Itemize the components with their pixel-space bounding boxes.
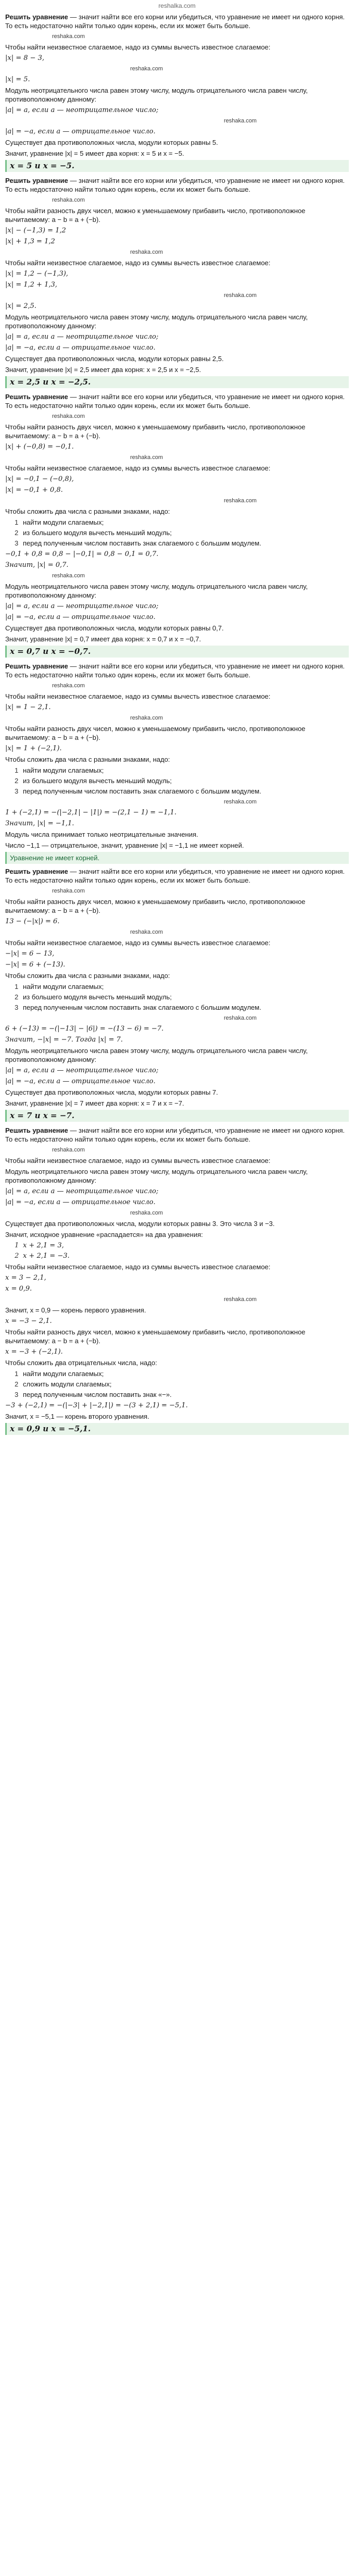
modulus-nonnegative: |a| = a, если a — неотрицательное число; [5, 333, 159, 341]
modulus-negative: |a| = −a, если a — отрицательное число. [5, 1198, 156, 1206]
watermark: reshaka.com [224, 118, 257, 124]
opposite-numbers-note: Существует два противоположных числа, модули которых равны 3. Это числа 3 и −3. [5, 1220, 275, 1228]
modulus-nonnegative: |a| = a, если a — неотрицательное число; [5, 1067, 159, 1074]
first-root-note: Значит, x = 0,9 — корень первого уравнения. [5, 1306, 146, 1314]
equation-step: 1 + (−2,1) = −(|−2,1| − |1|) = −(2,1 − 1) = −1,1. [5, 809, 176, 816]
equation-step: x = −3 + (−2,1). [5, 1348, 63, 1356]
list-item: 2 из большего модуля вычесть меньший модуль; [15, 993, 172, 1001]
solution-part-1 [5, 13, 349, 172]
definition [5, 176, 349, 194]
list-item: 2 из большего модуля вычесть меньший модуль; [15, 777, 172, 785]
rule-difference: Чтобы найти разность двух чисел, можно к уменьшаемому прибавить число, противоположное вычитаемому: a − b = a + (−b). [5, 1328, 306, 1345]
watermark: reshaka.com [224, 799, 257, 805]
rule-subtract-addend: Чтобы найти неизвестное слагаемое, надо из суммы вычесть известное слагаемое: [5, 43, 271, 51]
opposite-numbers-note: Существует два противоположных числа, модули которых равны 0,7. [5, 624, 224, 632]
definition [5, 1126, 349, 1144]
modulus-nonnegative: |a| = a, если a — неотрицательное число; [5, 106, 159, 114]
site-header [0, 0, 354, 11]
conclusion: Значит, уравнение |x| = 7 имеет два корня: x = 7 и x = −7. [5, 1099, 184, 1107]
equation-step: x = 0,9. [5, 1285, 32, 1293]
watermark: reshaka.com [224, 1015, 257, 1021]
equation-step: x = −3 − 2,1. [5, 1317, 52, 1325]
second-root-note: Значит, x = −5,1 — корень второго уравнения. [5, 1413, 149, 1420]
steps-list [5, 518, 349, 548]
modulus-nonnegative: |a| = a, если a — неотрицательное число; [5, 602, 159, 610]
definition-term: Решить уравнение [5, 13, 68, 21]
definition [5, 392, 349, 410]
equation-step: x = 3 − 2,1, [5, 1274, 46, 1282]
equation-step: |x| + (−0,8) = −0,1. [5, 443, 74, 451]
solution-part-4 [5, 662, 349, 864]
opposite-numbers-note: Существует два противоположных числа, модули которых равны 2,5. [5, 355, 224, 363]
equation-step: |x| = 1 + (−2,1). [5, 745, 62, 752]
list-item: 1 найти модули слагаемых; [15, 518, 104, 526]
rule-add-different-signs: Чтобы сложить два числа с разными знаками, надо: [5, 972, 170, 980]
modulus-negative: |a| = −a, если a — отрицательное число. [5, 613, 156, 621]
list-item: 2 x + 2,1 = −3. [15, 1252, 70, 1260]
modulus-negative: |a| = −a, если a — отрицательное число. [5, 128, 156, 135]
rule-add-different-signs: Чтобы сложить два числа с разными знаками, надо: [5, 756, 170, 763]
equation-step: 13 − (−|x|) = 6. [5, 918, 60, 925]
list-item: 1 найти модули слагаемых; [15, 983, 104, 990]
solution-part-2 [5, 176, 349, 388]
steps-list [5, 1369, 349, 1399]
solution-part-6 [5, 1126, 349, 1435]
opposite-numbers-note: Существует два противоположных числа, модули которых равны 7. [5, 1088, 218, 1096]
equation-step: |x| = −0,1 + 0,8. [5, 486, 63, 494]
watermark: reshaka.com [52, 197, 85, 203]
list-item: 2 из большего модуля вычесть меньший модуль; [15, 529, 172, 537]
equation-step: |x| = −0,1 − (−0,8), [5, 475, 74, 483]
definition [5, 13, 349, 30]
answer-box: x = 2,5 и x = −2,5. [5, 376, 349, 388]
list-item: 1 найти модули слагаемых; [15, 766, 104, 774]
rule-subtract-addend: Чтобы найти неизвестное слагаемое, надо из суммы вычесть известное слагаемое: [5, 1157, 271, 1165]
watermark: reshaka.com [130, 454, 163, 461]
conclusion: Значит, уравнение |x| = 5 имеет два корня: x = 5 и x = −5. [5, 150, 184, 157]
equation-step: |x| = 1 − 2,1. [5, 703, 51, 711]
opposite-numbers-note: Существует два противоположных числа, модули которых равны 5. [5, 139, 218, 146]
equation-step: |x| = 1,2 − (−1,3), [5, 270, 68, 278]
watermark: reshaka.com [130, 66, 163, 72]
rule-subtract-addend: Чтобы найти неизвестное слагаемое, надо из суммы вычесть известное слагаемое: [5, 259, 271, 267]
list-item: 3 перед полученным числом поставить знак слагаемого с большим модулем. [15, 1004, 261, 1011]
equations-list [5, 1241, 349, 1260]
equation-step: −0,1 + 0,8 = 0,8 − |−0,1| = 0,8 − 0,1 = 0,7. [5, 550, 159, 558]
list-item: 1 x + 2,1 = 3, [15, 1242, 64, 1249]
watermark: reshaka.com [224, 1296, 257, 1303]
list-item: 3 перед полученным числом поставить знак слагаемого с большим модулем. [15, 539, 261, 547]
equation-step: −|x| = 6 + (−13). [5, 961, 66, 969]
list-item: 1 найти модули слагаемых; [15, 1370, 104, 1378]
rule-difference: Чтобы найти разность двух чисел, можно к уменьшаемому прибавить число, противоположное вычитаемому: a − b = a + (−b). [5, 725, 306, 741]
definition-text: — значит найти все его корни или убедиться, что уравнение не имеет ни одного корня. То есть недостаточно найти только один корень, если их может быть больше. [5, 868, 345, 884]
rule-subtract-addend: Чтобы найти неизвестное слагаемое, надо из суммы вычесть известное слагаемое: [5, 464, 271, 472]
list-item: 3 перед полученным числом поставить знак «−». [15, 1391, 172, 1398]
solution-part-3 [5, 392, 349, 658]
answer-box: Уравнение не имеет корней. [5, 852, 349, 864]
steps-list [5, 982, 349, 1012]
definition-term: Решить уравнение [5, 177, 68, 184]
answer-box: x = 0,9 и x = −5,1. [5, 1423, 349, 1435]
rule-difference: Чтобы найти разность двух чисел, можно к уменьшаемому прибавить число, противоположное вычитаемому: a − b = a + (−b). [5, 898, 306, 914]
rule-subtract-addend: Чтобы найти неизвестное слагаемое, надо из суммы вычесть известное слагаемое: [5, 1263, 271, 1271]
modulus-nonnegative: |a| = a, если a — неотрицательное число; [5, 1187, 159, 1195]
list-item: 3 перед полученным числом поставить знак слагаемого с большим модулем. [15, 787, 261, 795]
conclusion: Число −1,1 — отрицательное, значит, уравнение |x| = −1,1 не имеет корней. [5, 841, 244, 849]
site-domain[interactable]: reshalka.com [158, 2, 196, 9]
rule-add-negatives: Чтобы сложить два отрицательных числа, надо: [5, 1359, 157, 1367]
equation-step: |x| = 1,2 + 1,3, [5, 281, 57, 289]
definition-text: — значит найти все его корни или убедиться, что уравнение не имеет ни одного корня. То есть недостаточно найти только один корень, если их может быть больше. [5, 662, 345, 679]
modulus-nonnegative-note: Модуль числа принимает только неотрицательные значения. [5, 831, 198, 838]
definition-term: Решить уравнение [5, 868, 68, 875]
definition-text: — значит найти все его корни или убедиться, что уравнение не имеет ни одного корня. То есть недостаточно найти только один корень, если их может быть больше. [5, 13, 345, 30]
equation-step: |x| − (−1,3) = 1,2 [5, 227, 66, 234]
definition-term: Решить уравнение [5, 1126, 68, 1134]
watermark: reshaka.com [52, 413, 85, 419]
definition-text: — значит найти все его корни или убедиться, что уравнение не имеет ни одного корня. То есть недостаточно найти только один корень, если их может быть больше. [5, 1126, 345, 1143]
answer-box: x = 5 и x = −5. [5, 160, 349, 172]
rule-subtract-addend: Чтобы найти неизвестное слагаемое, надо из суммы вычесть известное слагаемое: [5, 939, 271, 947]
rule-difference: Чтобы найти разность двух чисел, можно к уменьшаемому прибавить число, противоположное вычитаемому: a − b = a + (−b). [5, 423, 306, 440]
solution-page [0, 11, 354, 1435]
conclusion: Значит, уравнение |x| = 0,7 имеет два корня: x = 0,7 и x = −0,7. [5, 635, 201, 643]
watermark: reshaka.com [130, 249, 163, 255]
equation-step: Значит, −|x| = −7. Тогда |x| = 7. [5, 1036, 123, 1044]
equation-step: |x| = 8 − 3, [5, 54, 45, 62]
equation-step: |x| = 2,5. [5, 302, 37, 310]
watermark: reshaka.com [130, 929, 163, 935]
watermark: reshaka.com [52, 33, 85, 40]
list-item: 2 сложить модули слагаемых; [15, 1380, 112, 1388]
steps-list [5, 766, 349, 796]
equation-step: −|x| = 6 − 13, [5, 950, 55, 958]
watermark: reshaka.com [224, 292, 257, 299]
rule-subtract-addend: Чтобы найти неизвестное слагаемое, надо из суммы вычесть известное слагаемое: [5, 692, 271, 700]
definition [5, 867, 349, 885]
watermark: reshaka.com [52, 888, 85, 894]
rule-add-different-signs: Чтобы сложить два числа с разными знаками, надо: [5, 507, 170, 515]
rule-difference: Чтобы найти разность двух чисел, можно к уменьшаемому прибавить число, противоположное вычитаемому: a − b = a + (−b). [5, 207, 306, 224]
rule-modulus: Модуль неотрицательного числа равен этому числу, модуль отрицательного числа равен числу, противоположному данному: [5, 583, 308, 599]
split-equation-note: Значит, исходное уравнение «распадается» на два уравнения: [5, 1231, 203, 1239]
equation-step: |x| + 1,3 = 1,2 [5, 238, 55, 245]
rule-modulus: Модуль неотрицательного числа равен этому числу, модуль отрицательного числа равен числу, противоположному данному: [5, 86, 308, 103]
answer-box: x = 0,7 и x = −0,7. [5, 646, 349, 658]
definition-term: Решить уравнение [5, 393, 68, 401]
watermark: reshaka.com [52, 1147, 85, 1153]
watermark: reshaka.com [130, 715, 163, 721]
equation-step: Значит, |x| = −1,1. [5, 820, 74, 827]
watermark: reshaka.com [52, 683, 85, 689]
definition-term: Решить уравнение [5, 662, 68, 670]
rule-modulus: Модуль неотрицательного числа равен этому числу, модуль отрицательного числа равен числу, противоположному данному: [5, 313, 308, 330]
equation-step: |x| = 5. [5, 76, 30, 83]
solution-part-5 [5, 867, 349, 1122]
equation-step: 6 + (−13) = −(|−13| − |6|) = −(13 − 6) = −7. [5, 1025, 164, 1033]
modulus-negative: |a| = −a, если a — отрицательное число. [5, 344, 156, 352]
rule-modulus: Модуль неотрицательного числа равен этому числу, модуль отрицательного числа равен числу, противоположному данному: [5, 1168, 308, 1184]
watermark: reshaka.com [224, 498, 257, 504]
definition [5, 662, 349, 679]
conclusion: Значит, уравнение |x| = 2,5 имеет два корня: x = 2,5 и x = −2,5. [5, 366, 201, 374]
definition-text: — значит найти все его корни или убедиться, что уравнение не имеет ни одного корня. То есть недостаточно найти только один корень, если их может быть больше. [5, 177, 345, 193]
modulus-negative: |a| = −a, если a — отрицательное число. [5, 1078, 156, 1085]
answer-box: x = 7 и x = −7. [5, 1110, 349, 1122]
watermark: reshaka.com [52, 573, 85, 579]
equation-step: Значит, |x| = 0,7. [5, 561, 69, 569]
definition-text: — значит найти все его корни или убедиться, что уравнение не имеет ни одного корня. То есть недостаточно найти только один корень, если их может быть больше. [5, 393, 345, 410]
rule-modulus: Модуль неотрицательного числа равен этому числу, модуль отрицательного числа равен числу, противоположному данному: [5, 1047, 308, 1063]
equation-step: −3 + (−2,1) = −(|−3| + |−2,1|) = −(3 + 2,1) = −5,1. [5, 1402, 188, 1409]
watermark: reshaka.com [130, 1210, 163, 1216]
